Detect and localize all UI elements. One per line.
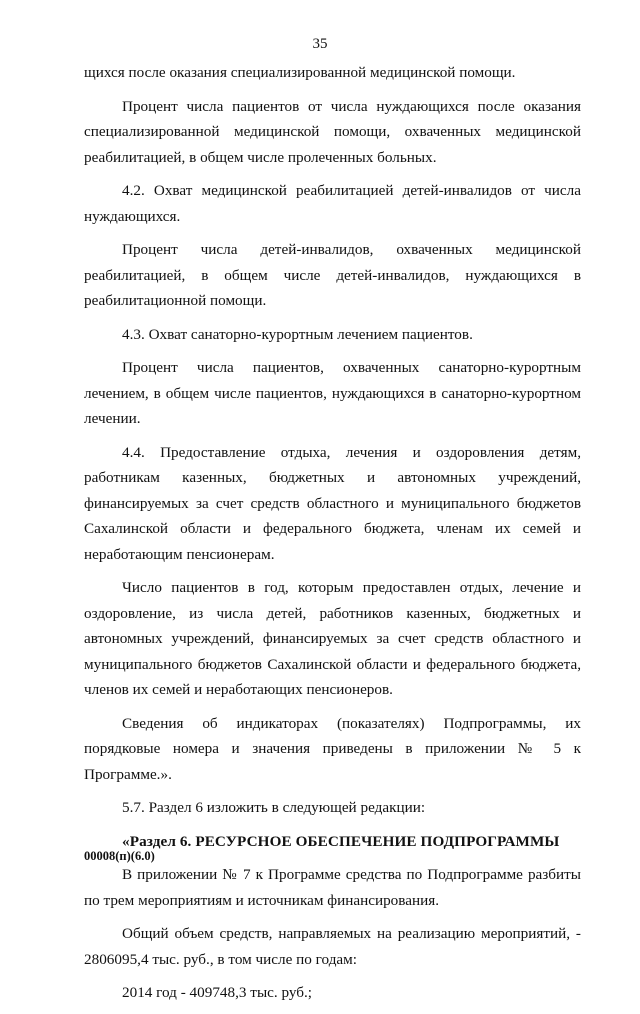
paragraph-disabled-children-percent: Процент числа детей-инвалидов, охваченных медицинской реабилитацией, в общем числе детей-инвалидов, нуждающихся в реабилитационной помощи.	[84, 241, 581, 309]
paragraph-sanatorium-percent: Процент числа пациентов, охваченных санаторно-курортным лечением, в общем числе пациентов, нуждающихся в санаторно-курортном лечении.	[84, 359, 581, 427]
paragraph-patients-per-year: Число пациентов в год, которым предоставлен отдых, лечение и оздоровление, из числа детей, работников казенных, бюджетных и автономных учреждений, финансируемых за счет средств областного и муниципального бюджетов Сахалинской области и федерального бюджета, членов их семей и неработающих пенсионеров.	[84, 579, 581, 698]
paragraph-4-4: 4.4. Предоставление отдыха, лечения и оздоровления детям, работникам казенных, бюджетных и автономных учреждений, финансируемых за счет средств областного и муниципального бюджетов Сахалинской области и федерального бюджета, членам их семей и неработающим пенсионерам.	[84, 443, 581, 563]
paragraph-continuation: щихся после оказания специализированной медицинской помощи.	[84, 64, 516, 81]
page-number: 35	[312, 36, 328, 52]
paragraph-rehab-percent: Процент числа пациентов от числа нуждающихся после оказания специализированной медицинской помощи, охваченных медицинской реабилитацией, в общем числе пролеченных больных.	[84, 97, 581, 166]
section-heading: «Раздел 6. РЕСУРСНОЕ ОБЕСПЕЧЕНИЕ ПОДПРОГРАММЫ	[122, 832, 560, 850]
paragraph-5-7: 5.7. Раздел 6 изложить в следующей редакции:	[122, 799, 426, 816]
paragraph-appendix-7: В приложении № 7 к Программе средства по Подпрограмме разбиты по трем мероприятиям и источникам финансирования.	[84, 866, 581, 909]
paragraph-indicators-info: Сведения об индикаторах (показателях) Подпрограммы, их порядковые номера и значения приведены в приложении № 5 к Программе.».	[84, 714, 581, 783]
paragraph-year-2014: 2014 год - 409748,3 тыс. руб.;	[122, 984, 313, 1001]
paragraph-4-2: 4.2. Охват медицинской реабилитацией детей-инвалидов от числа нуждающихся.	[84, 182, 581, 225]
document-body	[84, 60, 581, 1014]
document-code: 00008(п)(6.0)	[84, 849, 155, 863]
paragraph-total-funding: Общий объем средств, направляемых на реализацию мероприятий, - 2806095,4 тыс. руб., в том числе по годам:	[84, 925, 581, 968]
paragraph-4-3: 4.3. Охват санаторно-курортным лечением пациентов.	[122, 325, 473, 343]
